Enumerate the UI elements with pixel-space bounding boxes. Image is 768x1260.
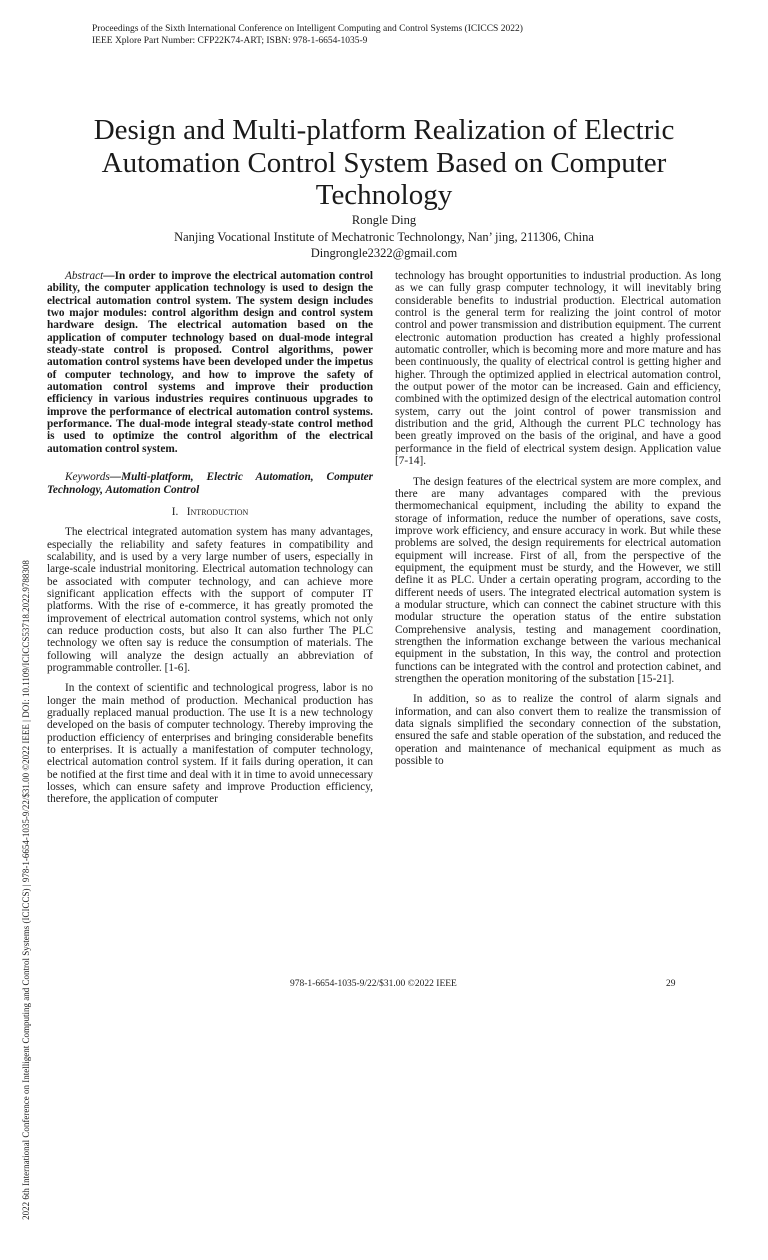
keywords [47,471,373,496]
section-number: I. [171,505,179,518]
abstract-text: In order to improve the electrical automation control ability, the computer application technology is used to design the electrical automation control system. The system design includes two major modules: control algorithm design and control system hardware design. The electrical automation based on the application of computer technology based on dual-mode integral steady-state control is proposed. Control algorithms, power automation control systems have been developed under the impetus of computer technology, and how to improve the safety of automation control systems and improve their production efficiency in various industries requires continuous upgrades to improve the performance of electrical automation control systems. performance. The dual-mode integral steady-state control method is used to optimize the control algorithm of the electrical automation control system. [47,270,373,455]
keywords-dash: — [109,471,122,484]
side-citation: 2022 6th International Conference on Intelligent Computing and Control Systems (ICICCS) | 978-1-6654-1035-9/22/$31.00 ©2022 IEEE | DOI: 10.1109/ICICCS53718.2022.9788308 [21,560,31,1220]
author-name: Rongle Ding [351,213,417,227]
right-column [395,270,721,775]
part-number-line: IEEE Xplore Part Number: CFP22K74-ART; ISBN: 978-1-6654-1035-9 [92,35,368,46]
section-title: Introduction [186,505,249,518]
intro-paragraph-2: In the context of scientific and technological progress, labor is no longer the main method of production. Mechanical production has gradually replaced manual production. The use It is a new technology developed on the basis of computer technology. Thereby improving the production efficiency of enterprises and bringing considerable benefits to enterprises. It is actually a manifestation of computer technology, electrical automation control system. If it fails during operation, it can be notified at the first time and deal with it in time to avoid unnecessary losses, which can ensure safety and improve Production efficiency, therefore, the application of computer [47,682,373,806]
intro-paragraph-1: The electrical integrated automation system has many advantages, especially the reliability and safety features in compatibility and scalability, and is used by a very large number of users, especially in large-scale industrial monitoring. Electrical automation technology can be associated with computer technology, and can achieve more significant application effects with the support of computer IT platforms. With the rise of e-commerce, it has greatly promoted the improvement of electrical automation control systems, which not only can reduce production costs, but also It can also further The PLC technology we often say is reduce the consumption of materials. The following will analyze the design actually an abbreviation of programmable controller. [1-6]. [47,526,373,674]
paper-title: Design and Multi-platform Realization of Electric Automation Control System Based on Computer Technology [93,114,675,211]
author-affiliation: Nanjing Vocational Institute of Mechatronic Technolongy, Nan’ jing, 211306, China [174,230,594,244]
page-number: 29 [666,979,676,989]
right-paragraph-3: In addition, so as to realize the control of alarm signals and information, and can also convert them to realize the transmission of data signals simplified the secondary connection of the substation, ensured the safe and stable operation of the substation, and reduced the operation and maintenance of mechanical equipment as much as possible to [395,693,721,768]
section-heading-introduction [47,506,373,518]
keywords-text: Multi-platform, Electric Automation, Computer Technology, Automation Control [47,471,373,496]
left-column [47,270,373,814]
author-email: Dingrongle2322@gmail.com [310,246,458,260]
right-paragraph-2: The design features of the electrical system are more complex, and there are many advantages compared with the previous thermomechanical equipment, including the ability to expand the storage of information, reduce the number of operations, save costs, improve work efficiency, and ensure accuracy in work. But while these problems are solved, the design requirements for electrical automation equipment will increase. First of all, from the perspective of the equipment, the equipment must be sturdy, and the However, we still define it as PLC. Under a certain operating program, according to the different needs of users. The integrated electrical automation system is a modular structure, which can connect the cabinet structure with this modular structure the operation status of the entire substation Comprehensive analysis, testing and management coordination, strengthen the information exchange between the various mechanical equipment in the substation, In this way, the control and protection functions can be integrated with the control and protection cabinet, and strengthen the operation monitoring of the substation [15-21]. [395,475,721,685]
proceedings-line: Proceedings of the Sixth International Conference on Intelligent Computing and Control Systems (ICICCS 2022) [92,24,523,34]
right-paragraph-1: technology has brought opportunities to industrial production. As long as we can fully grasp computer technology, it will inevitably bring considerable benefits to industrial production. Electrical automation control is the general term for realizing the joint control of motor control and power transmission and distribution equipment. The current electronic automation production has created a highly professional automatic controller, which is becoming more and more mature and has been continuously, the quality of electrical control is getting higher and higher. Through the optimized applied in electrical automation control, the output power of the motor can be increased. Gain and efficiency, combined with the optimized design of the electrical automation control system, carry out the joint control of power transmission and distribution and the grid, Although the current PLC technology has been greatly improved on the basis of the original, and have a good performance in the field of electrical system design. Application value [7-14]. [395,270,721,468]
abstract-label: Abstract [65,270,104,282]
abstract [47,270,373,455]
footer-copyright: 978-1-6654-1035-9/22/$31.00 ©2022 IEEE [290,979,457,989]
abstract-dash: — [103,270,115,282]
keywords-label: Keywords [65,471,110,484]
conference-header [92,24,523,47]
